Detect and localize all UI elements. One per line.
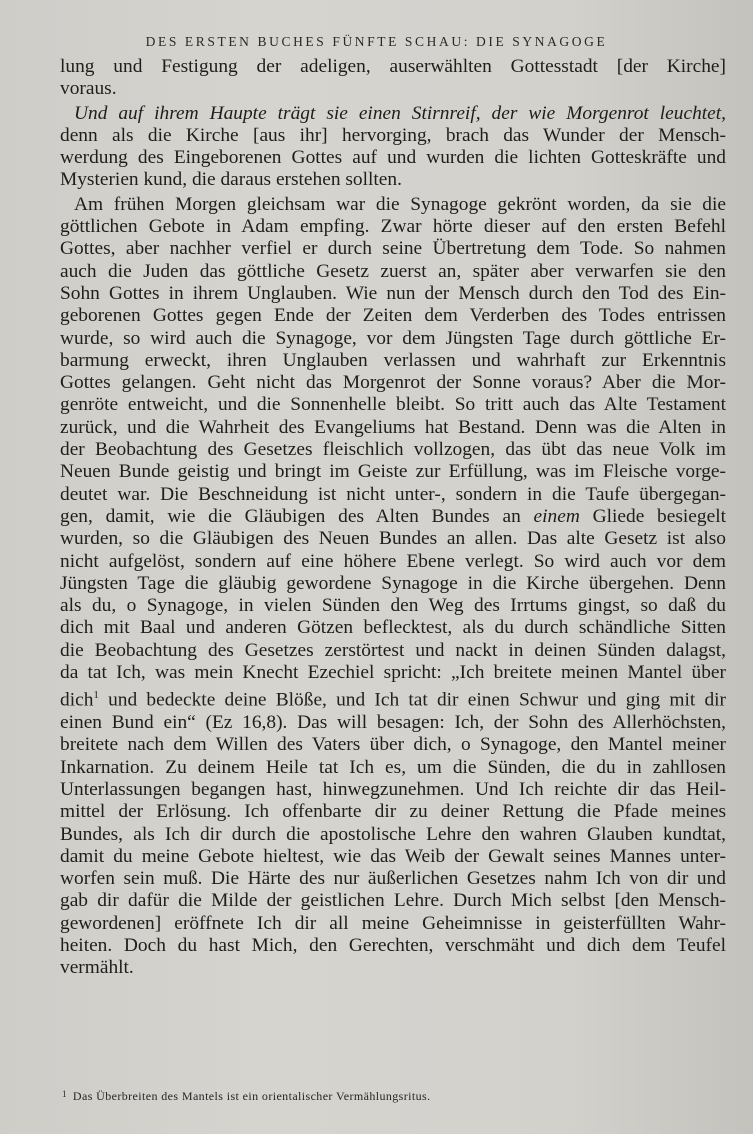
text-line (60, 913, 726, 935)
line-text: werdung des Eingeborenen Gottes auf und wurden die lichten Gotteskräfte und (60, 147, 726, 169)
emphasis-text: Und auf ihrem Haupte trägt sie einen Stirnreif, der wie Morgenrot leuchtet, (74, 102, 726, 124)
line-text: wurde, so wird auch die Synagoge, vor dem Jüngsten Tage durch göttliche Er- (60, 327, 726, 349)
line-text: vermählt. (60, 957, 134, 979)
text-line (60, 617, 726, 639)
text-line (60, 103, 726, 125)
text-line (60, 734, 726, 756)
text-line (60, 957, 726, 979)
line-text: die Beobachtung des Gesetzes zerstörtest und nackt in deinen Sünden dalagst, (60, 639, 726, 661)
line-text: auch die Juden das göttliche Gesetz zuerst an, später aber verwarfen sie den (60, 260, 726, 282)
line-text: da tat Ich, was mein Knecht Ezechiel spricht: „Ich breitete meinen Mantel über (60, 662, 726, 684)
line-text: gewordenen] eröffnete Ich dir all meine Geheimnisse in geisterfüllten Wahr- (60, 912, 726, 934)
body-text (60, 56, 726, 980)
text-line (60, 283, 726, 305)
text-line (60, 439, 726, 461)
text-line (60, 484, 726, 506)
line-text: göttlichen Gebote in Adam empfing. Zwar hörte dieser auf den ersten Befehl (60, 216, 726, 238)
text-line (60, 935, 726, 957)
text-line (60, 461, 726, 483)
line-text: dich (60, 689, 94, 711)
line-text: als du, o Synagoge, in vielen Sünden den Weg des Irrtums gingst, so daß du (60, 595, 726, 617)
text-line (60, 125, 726, 147)
line-text: damit du meine Gebote hieltest, wie das Weib der Gewalt seines Mannes unter- (60, 845, 726, 867)
line-text: barmung erweckt, ihren Unglauben verlassen und wahrhaft zur Erkenntnis (60, 349, 726, 371)
text-line (60, 328, 726, 350)
line-text: lung und Festigung der adeligen, auserwählten Gottesstadt [der Kirche] (60, 56, 726, 77)
footnote-reference: 1 (93, 689, 99, 702)
text-line (60, 890, 726, 912)
line-text: heiten. Doch du hast Mich, den Gerechten, verschmäht und dich dem Teufel (60, 935, 726, 957)
text-line (60, 684, 726, 712)
text-line (60, 640, 726, 662)
line-text: wurden, so die Gläubigen des Neuen Bundes an allen. Das alte Gesetz ist also (60, 528, 726, 550)
text-line (60, 662, 726, 684)
line-text: Jüngsten Tage die gläubig gewordene Synagoge in die Kirche übergehen. Denn (60, 572, 726, 594)
running-head: DES ERSTEN BUCHES FÜNFTE SCHAU: DIE SYNAGOGE (145, 34, 608, 49)
line-text: Gliede besiegelt (579, 505, 726, 527)
text-line (60, 801, 726, 823)
footnote-text: Das Überbreiten des Mantels ist ein orientalischer Vermählungsritus. (72, 1089, 431, 1103)
text-line (60, 757, 726, 779)
line-text: breitete nach dem Willen des Vaters über dich, o Synagoge, den Mantel meiner (60, 734, 726, 756)
line-text: genröte entweicht, und die Sonnenhelle bleibt. So tritt auch das Alte Testament (60, 394, 726, 416)
text-line (60, 824, 726, 846)
line-text: der Beobachtung des Gesetzes fleischlich vollzogen, das übt das neue Volk im (60, 439, 726, 461)
text-line (60, 595, 726, 617)
line-text: nicht aufgelöst, sondern auf eine höhere Ebene verlegt. So wird auch vor dem (60, 550, 726, 572)
text-line (60, 169, 726, 191)
line-text: Neuen Bunde geistig und bringt im Geiste zur Erfüllung, was im Fleische vorge- (60, 461, 726, 483)
text-line (60, 56, 726, 78)
emphasis-text: einem (533, 505, 580, 527)
line-text: Inkarnation. Zu deinem Heile tat Ich es, um die Sünden, die du in zahllosen (60, 756, 726, 778)
text-line (60, 261, 726, 283)
footnote (62, 1089, 722, 1104)
line-text: denn als die Kirche [aus ihr] hervorging, brach das Wunder der Mensch- (60, 124, 726, 146)
text-line (60, 394, 726, 416)
text-line (60, 305, 726, 327)
text-line (60, 779, 726, 801)
line-text: mittel der Erlösung. Ich offenbarte dir zu deiner Rettung die Pfade meines (60, 801, 726, 823)
line-text: Sohn Gottes in ihrem Unglauben. Wie nun der Mensch durch den Tod des Ein- (60, 282, 726, 304)
line-text: deutet war. Die Beschneidung ist nicht unter-, sondern in die Taufe übergegan- (60, 483, 726, 505)
footnote-mark: 1 (62, 1089, 67, 1099)
text-line (60, 712, 726, 734)
text-line (60, 868, 726, 890)
text-line (60, 551, 726, 573)
line-text: Am frühen Morgen gleichsam war die Synagoge gekrönt worden, da sie die (74, 193, 726, 215)
text-line (60, 147, 726, 169)
text-line (60, 528, 726, 550)
line-text: einen Bund ein“ (Ez 16,8). Das will besagen: Ich, der Sohn des Allerhöchsten, (60, 712, 726, 734)
line-text: gen, damit, wie die Gläubigen des Alten Bundes an (60, 505, 534, 527)
line-text: Gottes gelangen. Geht nicht das Morgenrot der Sonne voraus? Aber die Mor- (60, 372, 726, 394)
line-text: zurück, und die Wahrheit des Evangeliums hat Bestand. Denn was die Alten in (60, 416, 726, 438)
text-line (60, 417, 726, 439)
text-line (60, 238, 726, 260)
line-text: Gottes, aber nachher verfiel er durch seine Übertretung dem Tode. So nahmen (60, 238, 726, 260)
line-text: Mysterien kund, die daraus erstehen sollten. (60, 169, 402, 191)
line-text: voraus. (60, 78, 117, 100)
line-text: und bedeckte deine Blöße, und Ich tat dir einen Schwur und ging mit dir (98, 689, 726, 711)
text-line (60, 846, 726, 868)
line-text: Unterlassungen begangen hast, hinwegzunehmen. Und Ich reichte dir das Heil- (60, 778, 726, 800)
text-line (60, 573, 726, 595)
text-line (60, 78, 726, 100)
line-text: dich mit Baal und anderen Götzen beflecktest, als du durch schändliche Sitten (60, 617, 726, 639)
text-line (60, 372, 726, 394)
line-text: geborenen Gottes gegen Ende der Zeiten dem Verderben des Todes entrissen (60, 305, 726, 327)
text-line (60, 350, 726, 372)
line-text: Bundes, als Ich dir durch die apostolische Lehre den wahren Glauben kundtat, (60, 823, 726, 845)
text-line (60, 506, 726, 528)
line-text: gab dir dafür die Milde der geistlichen Lehre. Durch Mich selbst [den Mensch- (60, 890, 726, 912)
text-line (60, 194, 726, 216)
line-text: worfen sein muß. Die Härte des nur äußerlichen Gesetzes nahm Ich von dir und (60, 868, 726, 890)
text-line (60, 216, 726, 238)
